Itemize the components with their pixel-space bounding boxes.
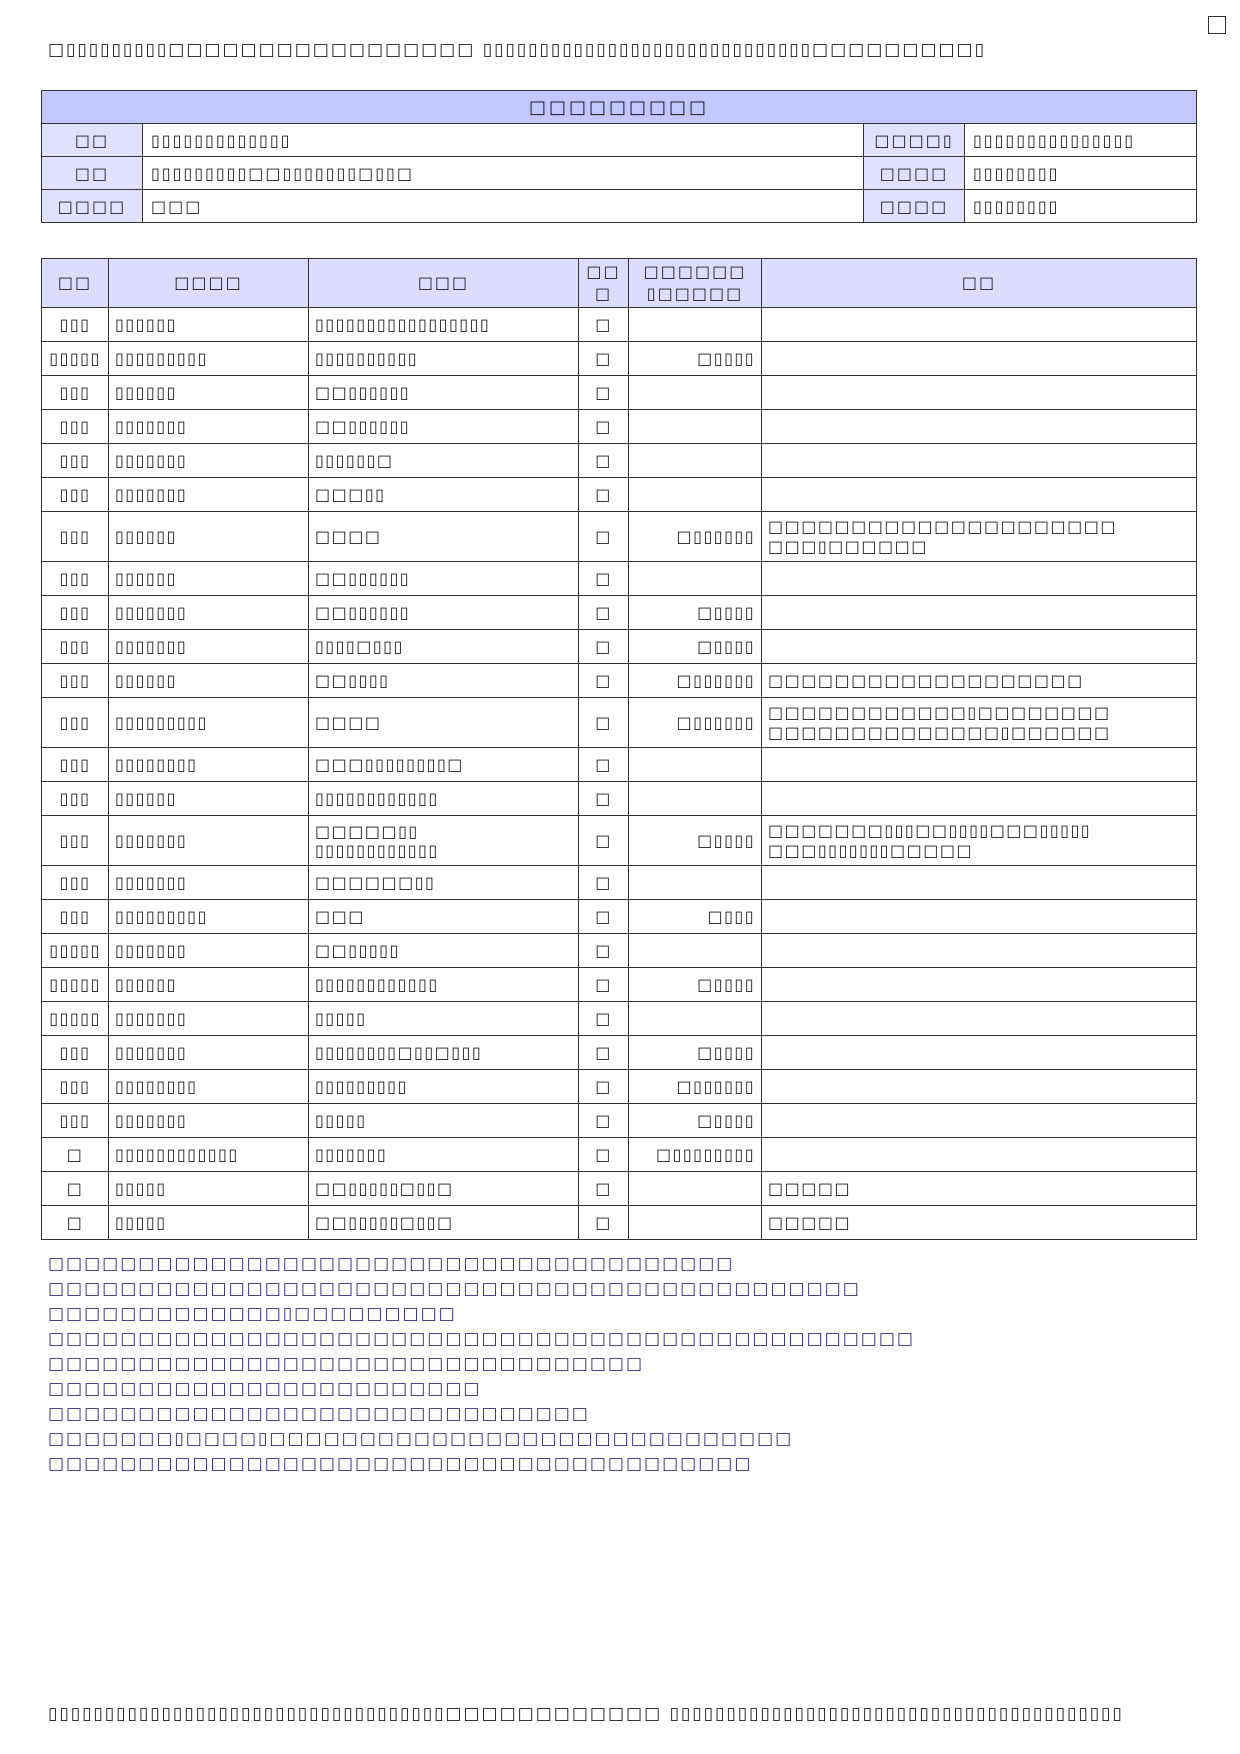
cell-volume: [629, 748, 762, 782]
cell-volume: □▯▯▯: [629, 900, 762, 934]
cell-code: ▯▯▯▯▯▯: [109, 782, 309, 816]
cell-code: ▯▯▯▯▯▯▯: [109, 934, 309, 968]
cell-qty: □: [579, 512, 629, 562]
cell-note: [762, 376, 1197, 410]
cell-note: [762, 342, 1197, 376]
cell-code: ▯▯▯▯▯▯▯▯▯: [109, 342, 309, 376]
cell-volume: □▯▯▯▯: [629, 630, 762, 664]
note-line: □□□□□□□□□□□□□□□□□□□□□□□□□□□□□□□□□: [48, 1354, 645, 1374]
cell-note: [762, 968, 1197, 1002]
note-line: □□□□□□□□□□□□□□□□□□□□□□□□□□□□□□□□□□□□□□□□□□□□□: [48, 1279, 861, 1299]
table-row: [42, 562, 1197, 596]
cell-no: ▯▯▯: [42, 748, 109, 782]
cell-name: □□▯▯▯▯▯▯: [309, 562, 579, 596]
cell-qty: □: [579, 308, 629, 342]
cell-name: ▯▯▯▯▯▯▯: [309, 1138, 579, 1172]
table-row: [42, 410, 1197, 444]
col-header-qty: □□ □: [579, 259, 629, 308]
info-label: □□□□▯: [864, 124, 965, 157]
cell-volume: [629, 1172, 762, 1206]
cell-no: ▯▯▯: [42, 900, 109, 934]
cell-volume: [629, 1002, 762, 1036]
cell-note: [762, 444, 1197, 478]
cell-name: □□□▯▯: [309, 478, 579, 512]
cell-no: ▯▯▯: [42, 866, 109, 900]
cell-code: ▯▯▯▯▯▯▯▯▯: [109, 698, 309, 748]
info-label: □□: [42, 124, 143, 157]
cell-code: ▯▯▯▯▯▯▯: [109, 816, 309, 866]
cell-no: ▯▯▯: [42, 596, 109, 630]
cell-qty: □: [579, 376, 629, 410]
table-row: [42, 782, 1197, 816]
cell-volume: □▯▯▯▯▯▯: [629, 698, 762, 748]
cell-volume: [629, 444, 762, 478]
cell-note: □□□□□: [762, 1172, 1197, 1206]
cell-volume: □▯▯▯▯▯▯: [629, 1070, 762, 1104]
table-row: [42, 698, 1197, 748]
table-row: [42, 934, 1197, 968]
note-line: □□□□□□□□□□□□□□□□□□□□□□□□□□□□□□□□□□□□□□□□□□□□□□□□: [48, 1329, 915, 1349]
notes-section: [48, 1252, 1188, 1477]
info-row: [42, 157, 1197, 190]
cell-qty: □: [579, 444, 629, 478]
cell-no: ▯▯▯▯▯: [42, 968, 109, 1002]
table-row: [42, 512, 1197, 562]
cell-code: ▯▯▯▯▯: [109, 1206, 309, 1240]
cell-no: ▯▯▯: [42, 782, 109, 816]
cell-no: □: [42, 1138, 109, 1172]
info-value: ▯▯▯▯▯▯▯▯: [965, 157, 1197, 190]
table-row: [42, 748, 1197, 782]
table-row: [42, 630, 1197, 664]
note-line: □□□□□□□□□□□□□▯□□□□□□□□□: [48, 1304, 457, 1324]
cell-note: [762, 900, 1197, 934]
cell-volume: [629, 866, 762, 900]
cell-name: □□▯▯▯▯▯▯: [309, 376, 579, 410]
cell-volume: □▯▯▯▯: [629, 968, 762, 1002]
table-row: [42, 342, 1197, 376]
cell-code: ▯▯▯▯▯▯▯: [109, 478, 309, 512]
table-row: [42, 1036, 1197, 1070]
cell-name: □□▯▯▯▯▯▯: [309, 596, 579, 630]
info-table-title: □□□□□□□□□: [42, 91, 1197, 124]
cell-no: ▯▯▯: [42, 1104, 109, 1138]
cell-name: □□▯▯▯▯▯▯: [309, 410, 579, 444]
table-row: [42, 478, 1197, 512]
cell-name: □□▯▯▯▯: [309, 664, 579, 698]
cell-name: □□□□: [309, 512, 579, 562]
cell-name: □□□□□□▯▯: [309, 866, 579, 900]
cell-note: [762, 1070, 1197, 1104]
cell-note: [762, 782, 1197, 816]
cell-name: □□▯▯▯▯▯□▯▯□: [309, 1172, 579, 1206]
cell-name: ▯▯▯▯▯▯□: [309, 444, 579, 478]
cell-note: [762, 478, 1197, 512]
cell-code: ▯▯▯▯▯▯▯▯▯▯▯▯: [109, 1138, 309, 1172]
table-row: [42, 1070, 1197, 1104]
cell-code: ▯▯▯▯▯▯▯▯: [109, 748, 309, 782]
cell-code: ▯▯▯▯▯▯: [109, 664, 309, 698]
cell-qty: □: [579, 664, 629, 698]
cell-no: ▯▯▯: [42, 664, 109, 698]
parts-list-table: [41, 258, 1197, 1240]
document-footer-line: ▯▯▯▯▯▯▯▯▯▯▯▯▯▯▯▯▯▯▯▯▯▯▯▯▯▯▯▯▯▯▯▯▯▯▯□□□□□□□□□□□□ ▯▯▯▯▯▯▯▯▯▯▯▯▯▯▯▯▯▯▯▯▯▯▯▯▯▯▯▯▯▯▯▯▯▯▯▯▯▯▯▯: [48, 1704, 1124, 1724]
cell-volume: [629, 376, 762, 410]
cell-code: ▯▯▯▯▯▯▯▯▯: [109, 900, 309, 934]
cell-name: ▯▯▯▯▯▯▯▯▯▯: [309, 342, 579, 376]
cell-name: □□▯▯▯▯▯: [309, 934, 579, 968]
cell-no: ▯▯▯: [42, 410, 109, 444]
cell-volume: □▯▯▯▯: [629, 1104, 762, 1138]
table-row: [42, 816, 1197, 866]
col-header-volume: □□□□□□ ▯□□□□□: [629, 259, 762, 308]
cell-qty: □: [579, 698, 629, 748]
cell-note: □□□□□□□□□□□□▯□□□□□□□□ □□□□□□□□□□□□□□▯□□□□□□: [762, 698, 1197, 748]
cell-code: ▯▯▯▯▯▯▯: [109, 866, 309, 900]
cell-name: □□□▯▯▯▯▯▯▯▯□: [309, 748, 579, 782]
cell-qty: □: [579, 1002, 629, 1036]
cell-note: □□□□□□□□□□□□□□□□□□□□□ □□□▯□□□□□□: [762, 512, 1197, 562]
info-label: □□: [42, 157, 143, 190]
cell-name: ▯▯▯▯▯▯▯▯□▯▯□▯▯▯: [309, 1036, 579, 1070]
cell-code: ▯▯▯▯▯▯▯: [109, 1002, 309, 1036]
cell-name: ▯▯▯▯▯: [309, 1104, 579, 1138]
cell-note: [762, 562, 1197, 596]
cell-qty: □: [579, 748, 629, 782]
cell-volume: □▯▯▯▯: [629, 342, 762, 376]
cell-note: [762, 748, 1197, 782]
cell-qty: □: [579, 562, 629, 596]
cell-qty: □: [579, 1036, 629, 1070]
cell-code: ▯▯▯▯▯: [109, 1172, 309, 1206]
cell-note: [762, 596, 1197, 630]
cell-no: ▯▯▯▯▯: [42, 342, 109, 376]
info-label: □□□□: [42, 190, 143, 223]
order-info-table: [41, 90, 1197, 223]
cell-no: ▯▯▯▯▯: [42, 934, 109, 968]
cell-no: ▯▯▯: [42, 816, 109, 866]
cell-no: ▯▯▯: [42, 512, 109, 562]
col-header-code: □□□□: [109, 259, 309, 308]
cell-qty: □: [579, 934, 629, 968]
cell-no: ▯▯▯: [42, 630, 109, 664]
cell-no: ▯▯▯: [42, 308, 109, 342]
table-row: [42, 308, 1197, 342]
cell-code: ▯▯▯▯▯▯: [109, 512, 309, 562]
cell-qty: □: [579, 1104, 629, 1138]
document-header-line: □▯▯▯▯▯▯▯▯▯□□□□□□□□□□□□□□□□□ ▯▯▯▯▯▯▯▯▯▯▯▯▯▯▯▯▯▯▯▯▯▯▯▯▯▯▯▯▯□□□□□□□□□▯: [48, 40, 986, 60]
cell-no: ▯▯▯: [42, 698, 109, 748]
cell-name: ▯▯▯▯▯▯▯▯▯▯▯▯▯▯▯▯▯: [309, 308, 579, 342]
table-row: [42, 866, 1197, 900]
col-header-note: □□: [762, 259, 1197, 308]
cell-code: ▯▯▯▯▯▯▯: [109, 410, 309, 444]
cell-note: [762, 630, 1197, 664]
cell-qty: □: [579, 1138, 629, 1172]
cell-note: [762, 1002, 1197, 1036]
cell-code: ▯▯▯▯▯▯: [109, 968, 309, 1002]
cell-code: ▯▯▯▯▯▯: [109, 376, 309, 410]
cell-code: ▯▯▯▯▯▯▯: [109, 1104, 309, 1138]
cell-volume: [629, 410, 762, 444]
cell-name: ▯▯▯▯□▯▯▯: [309, 630, 579, 664]
cell-note: [762, 1138, 1197, 1172]
cell-no: ▯▯▯: [42, 376, 109, 410]
note-line: □□□□□□□□□□□□□□□□□□□□□□□□□□□□□□: [48, 1404, 590, 1424]
info-row: [42, 124, 1197, 157]
cell-qty: □: [579, 900, 629, 934]
cell-no: ▯▯▯: [42, 1036, 109, 1070]
cell-name: □□▯▯▯▯▯□▯▯□: [309, 1206, 579, 1240]
info-label: □□□□: [864, 157, 965, 190]
table-row: [42, 968, 1197, 1002]
cell-name: ▯▯▯▯▯: [309, 1002, 579, 1036]
cell-no: ▯▯▯▯▯: [42, 1002, 109, 1036]
cell-qty: □: [579, 866, 629, 900]
info-label: □□□□: [864, 190, 965, 223]
cell-volume: □▯▯▯▯▯▯▯▯: [629, 1138, 762, 1172]
cell-qty: □: [579, 410, 629, 444]
cell-volume: □▯▯▯▯▯▯: [629, 664, 762, 698]
cell-name: □□□□: [309, 698, 579, 748]
table-row: [42, 664, 1197, 698]
page-number-box: [1208, 16, 1226, 34]
cell-code: ▯▯▯▯▯▯: [109, 562, 309, 596]
cell-qty: □: [579, 478, 629, 512]
note-line: □□□□□□□□□□□□□□□□□□□□□□□□□□□□□□□□□□□□□□: [48, 1254, 735, 1274]
cell-qty: □: [579, 968, 629, 1002]
cell-qty: □: [579, 596, 629, 630]
cell-no: □: [42, 1206, 109, 1240]
cell-note: [762, 1036, 1197, 1070]
cell-qty: □: [579, 1206, 629, 1240]
cell-volume: [629, 782, 762, 816]
cell-volume: [629, 308, 762, 342]
cell-note: [762, 410, 1197, 444]
cell-volume: [629, 478, 762, 512]
cell-code: ▯▯▯▯▯▯▯▯: [109, 1070, 309, 1104]
table-row: [42, 900, 1197, 934]
col-header-no: □□: [42, 259, 109, 308]
cell-qty: □: [579, 1172, 629, 1206]
cell-no: □: [42, 1172, 109, 1206]
cell-name: □□□: [309, 900, 579, 934]
info-value: □□□: [143, 190, 864, 223]
cell-volume: □▯▯▯▯▯▯: [629, 512, 762, 562]
info-value: ▯▯▯▯▯▯▯▯: [965, 190, 1197, 223]
table-row: [42, 1002, 1197, 1036]
cell-name: ▯▯▯▯▯▯▯▯▯▯▯▯: [309, 968, 579, 1002]
cell-note: [762, 866, 1197, 900]
cell-no: ▯▯▯: [42, 1070, 109, 1104]
cell-code: ▯▯▯▯▯▯: [109, 308, 309, 342]
info-value: ▯▯▯▯▯▯▯▯▯▯▯▯▯: [143, 124, 864, 157]
cell-volume: [629, 934, 762, 968]
table-row: [42, 1172, 1197, 1206]
note-line: □□□□□□□□□□□□□□□□□□□□□□□□□□□□□□□□□□□□□□□: [48, 1454, 753, 1474]
cell-code: ▯▯▯▯▯▯▯: [109, 1036, 309, 1070]
cell-name: ▯▯▯▯▯▯▯▯▯▯▯▯: [309, 782, 579, 816]
cell-name: ▯▯▯▯▯▯▯▯▯: [309, 1070, 579, 1104]
cell-volume: [629, 1206, 762, 1240]
table-row: [42, 1206, 1197, 1240]
parts-table-body: [42, 308, 1197, 1240]
cell-note: □□□□□: [762, 1206, 1197, 1240]
cell-no: ▯▯▯: [42, 478, 109, 512]
cell-qty: □: [579, 630, 629, 664]
cell-volume: □▯▯▯▯: [629, 1036, 762, 1070]
table-row: [42, 1138, 1197, 1172]
cell-volume: [629, 562, 762, 596]
cell-code: ▯▯▯▯▯▯▯: [109, 596, 309, 630]
col-header-name: □□□: [309, 259, 579, 308]
cell-note: □□□□□□□□□□□□□□□□□□□: [762, 664, 1197, 698]
info-value: ▯▯▯▯▯▯▯▯▯▯▯▯▯▯▯: [965, 124, 1197, 157]
info-value: ▯▯▯▯▯▯▯▯▯□□▯▯▯▯▯▯▯□▯▯□: [143, 157, 864, 190]
cell-note: [762, 308, 1197, 342]
table-row: [42, 1104, 1197, 1138]
cell-note: □□□□□□□▯▯▯□□▯▯▯▯□□□▯▯▯▯▯ □□□▯▯▯▯▯▯▯□□□□□: [762, 816, 1197, 866]
cell-no: ▯▯▯: [42, 444, 109, 478]
cell-note: [762, 1104, 1197, 1138]
cell-qty: □: [579, 816, 629, 866]
note-line: □□□□□□□□□□□□□□□□□□□□□□□□: [48, 1379, 482, 1399]
cell-no: ▯▯▯: [42, 562, 109, 596]
cell-qty: □: [579, 1070, 629, 1104]
table-row: [42, 376, 1197, 410]
info-row: [42, 190, 1197, 223]
note-line: □□□□□□□▯□□□□▯□□□□□□□□□□□□□□□□□□□□□□□□□□□□□: [48, 1429, 794, 1449]
parts-header-row: [42, 259, 1197, 308]
table-row: [42, 596, 1197, 630]
cell-name: □□□□□▯▯ ▯▯▯▯▯▯▯▯▯▯▯▯: [309, 816, 579, 866]
cell-code: ▯▯▯▯▯▯▯: [109, 630, 309, 664]
cell-qty: □: [579, 342, 629, 376]
cell-qty: □: [579, 782, 629, 816]
cell-volume: □▯▯▯▯: [629, 596, 762, 630]
cell-note: [762, 934, 1197, 968]
cell-code: ▯▯▯▯▯▯▯: [109, 444, 309, 478]
cell-volume: □▯▯▯▯: [629, 816, 762, 866]
table-row: [42, 444, 1197, 478]
